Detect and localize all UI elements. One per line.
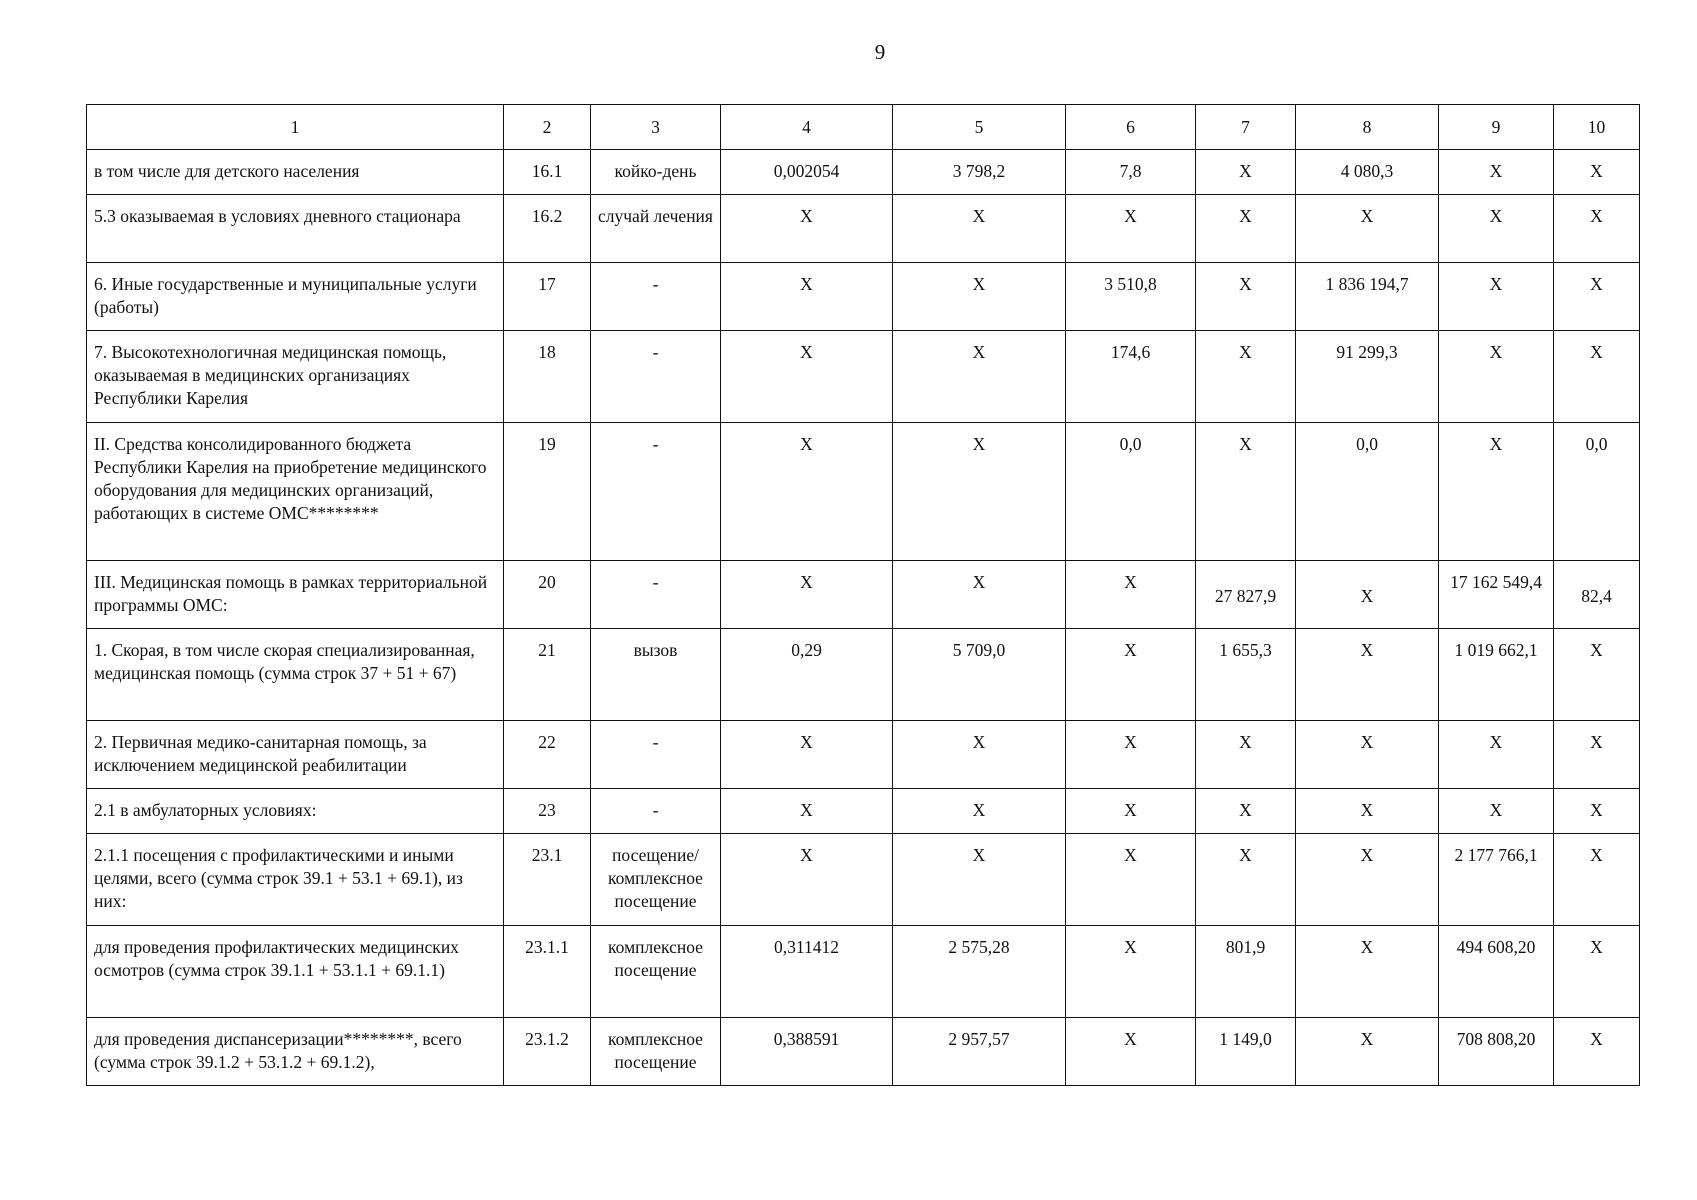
table-cell: 2 177 766,1	[1439, 834, 1554, 926]
table-row	[87, 721, 1640, 789]
table-cell: 18	[504, 331, 591, 423]
table-cell: Х	[1296, 195, 1439, 263]
table-cell: Х	[1439, 331, 1554, 423]
table-cell: комплексное посещение	[591, 1018, 721, 1086]
table-cell: 23.1	[504, 834, 591, 926]
table-cell: 16.1	[504, 150, 591, 195]
table-cell: Х	[1296, 629, 1439, 721]
table-cell: Х	[1554, 1018, 1640, 1086]
table-cell: Х	[721, 263, 893, 331]
table-cell: 1 655,3	[1196, 629, 1296, 721]
table-cell: 23.1.2	[504, 1018, 591, 1086]
table-cell: койко-день	[591, 150, 721, 195]
table-cell: Х	[1066, 789, 1196, 834]
table-cell: 17	[504, 263, 591, 331]
table-cell: Х	[1196, 263, 1296, 331]
table-cell: 2 575,28	[893, 926, 1066, 1018]
table-cell: Х	[721, 721, 893, 789]
table-cell: -	[591, 721, 721, 789]
column-header: 4	[721, 105, 893, 150]
table-cell: -	[591, 423, 721, 561]
row-label-cell: для проведения профилактических медицинских осмотров (сумма строк 39.1.1 + 53.1.1 + 69.1.1)	[87, 926, 504, 1018]
table-row	[87, 629, 1640, 721]
table-row	[87, 789, 1640, 834]
row-label-cell: в том числе для детского населения	[87, 150, 504, 195]
table-header-row	[87, 105, 1640, 150]
table-cell: Х	[1196, 423, 1296, 561]
table-cell: 801,9	[1196, 926, 1296, 1018]
table-row	[87, 150, 1640, 195]
column-header: 1	[87, 105, 504, 150]
table-cell: Х	[893, 834, 1066, 926]
table-row	[87, 834, 1640, 926]
table-cell: 1 836 194,7	[1296, 263, 1439, 331]
table-cell: Х	[1554, 195, 1640, 263]
table-cell: 3 510,8	[1066, 263, 1196, 331]
column-header: 9	[1439, 105, 1554, 150]
column-header: 2	[504, 105, 591, 150]
table-row	[87, 926, 1640, 1018]
table-cell: Х	[1066, 561, 1196, 629]
table-cell: -	[591, 331, 721, 423]
table-cell: 174,6	[1066, 331, 1196, 423]
table-cell: Х	[721, 561, 893, 629]
table-cell: случай лечения	[591, 195, 721, 263]
table-row	[87, 1018, 1640, 1086]
row-label-cell: 5.3 оказываемая в условиях дневного стационара	[87, 195, 504, 263]
table-cell: 0,0	[1296, 423, 1439, 561]
table-cell: Х	[1296, 834, 1439, 926]
table-cell: Х	[721, 423, 893, 561]
table-cell: 0,002054	[721, 150, 893, 195]
table-cell: 27 827,9	[1196, 561, 1296, 629]
table-cell: Х	[1066, 1018, 1196, 1086]
table-cell: Х	[1196, 150, 1296, 195]
row-label-cell: III. Медицинская помощь в рамках территориальной программы ОМС:	[87, 561, 504, 629]
column-header: 7	[1196, 105, 1296, 150]
table-cell: Х	[1554, 331, 1640, 423]
table-cell: Х	[721, 331, 893, 423]
table-cell: Х	[721, 789, 893, 834]
table-cell: Х	[1554, 263, 1640, 331]
table-row	[87, 195, 1640, 263]
row-label-cell: 6. Иные государственные и муниципальные услуги (работы)	[87, 263, 504, 331]
row-label-cell: 2.1.1 посещения с профилактическими и иными целями, всего (сумма строк 39.1 + 53.1 + 69.1), из них:	[87, 834, 504, 926]
table-cell: Х	[893, 331, 1066, 423]
table-cell: 0,0	[1066, 423, 1196, 561]
table-cell: Х	[893, 263, 1066, 331]
table-cell: Х	[1196, 331, 1296, 423]
table-cell: Х	[1066, 629, 1196, 721]
table-cell: Х	[1439, 150, 1554, 195]
table-cell: Х	[1196, 789, 1296, 834]
table-cell: Х	[1439, 195, 1554, 263]
table-cell: вызов	[591, 629, 721, 721]
table-cell: -	[591, 263, 721, 331]
table-cell: комплексное посещение	[591, 926, 721, 1018]
table-cell: 0,388591	[721, 1018, 893, 1086]
table-cell: Х	[893, 721, 1066, 789]
table-cell: 2 957,57	[893, 1018, 1066, 1086]
table-row	[87, 561, 1640, 629]
table-cell: Х	[1439, 721, 1554, 789]
table-cell: 708 808,20	[1439, 1018, 1554, 1086]
table-cell: Х	[893, 789, 1066, 834]
table-cell: 21	[504, 629, 591, 721]
table-cell: 22	[504, 721, 591, 789]
table-cell: Х	[1196, 721, 1296, 789]
table-cell: Х	[893, 561, 1066, 629]
table-cell: Х	[721, 834, 893, 926]
table-cell: Х	[1439, 263, 1554, 331]
column-header: 5	[893, 105, 1066, 150]
table-cell: Х	[1554, 926, 1640, 1018]
table-cell: 4 080,3	[1296, 150, 1439, 195]
table-cell: Х	[721, 195, 893, 263]
table-cell: 5 709,0	[893, 629, 1066, 721]
table-cell: Х	[1554, 150, 1640, 195]
table-cell: 1 019 662,1	[1439, 629, 1554, 721]
page-number: 9	[874, 40, 886, 64]
table-cell: Х	[1066, 926, 1196, 1018]
table-cell: Х	[1554, 721, 1640, 789]
row-label-cell: 2.1 в амбулаторных условиях:	[87, 789, 504, 834]
column-header: 8	[1296, 105, 1439, 150]
table-cell: Х	[1066, 834, 1196, 926]
table-cell: 0,311412	[721, 926, 893, 1018]
table-cell: Х	[1296, 561, 1439, 629]
table-cell: 3 798,2	[893, 150, 1066, 195]
table-cell: Х	[893, 195, 1066, 263]
table-cell: Х	[1439, 789, 1554, 834]
table-row	[87, 331, 1640, 423]
table-cell: Х	[1554, 629, 1640, 721]
table-cell: Х	[1439, 423, 1554, 561]
table-cell: Х	[1196, 834, 1296, 926]
column-header: 10	[1554, 105, 1640, 150]
table-cell: Х	[1066, 195, 1196, 263]
table-cell: 82,4	[1554, 561, 1640, 629]
column-header: 3	[591, 105, 721, 150]
table-cell: 19	[504, 423, 591, 561]
row-label-cell: 1. Скорая, в том числе скорая специализированная, медицинская помощь (сумма строк 37 + 51 + 67)	[87, 629, 504, 721]
table-cell: -	[591, 561, 721, 629]
table-cell: 0,0	[1554, 423, 1640, 561]
table-cell: Х	[893, 423, 1066, 561]
table-cell: Х	[1296, 1018, 1439, 1086]
table-cell: 20	[504, 561, 591, 629]
table-row	[87, 263, 1640, 331]
table-cell: 494 608,20	[1439, 926, 1554, 1018]
table-cell: Х	[1554, 834, 1640, 926]
table-cell: 0,29	[721, 629, 893, 721]
table-cell: 17 162 549,4	[1439, 561, 1554, 629]
table-cell: посещение/ комплексное посещение	[591, 834, 721, 926]
row-label-cell: 2. Первичная медико-санитарная помощь, за исключением медицинской реабилитации	[87, 721, 504, 789]
table-cell: -	[591, 789, 721, 834]
column-header: 6	[1066, 105, 1196, 150]
table-cell: Х	[1196, 195, 1296, 263]
data-table	[86, 104, 1640, 1086]
table-cell: Х	[1066, 721, 1196, 789]
table-cell: Х	[1296, 789, 1439, 834]
table-cell: Х	[1296, 721, 1439, 789]
row-label-cell: II. Средства консолидированного бюджета Республики Карелия на приобретение медицинского оборудования для медицинских организаций, работающих в системе ОМС********	[87, 423, 504, 561]
table-cell: 1 149,0	[1196, 1018, 1296, 1086]
table-cell: 7,8	[1066, 150, 1196, 195]
table-cell: 91 299,3	[1296, 331, 1439, 423]
table-row	[87, 423, 1640, 561]
table-cell: Х	[1296, 926, 1439, 1018]
row-label-cell: 7. Высокотехнологичная медицинская помощь, оказываемая в медицинских организациях Республики Карелия	[87, 331, 504, 423]
table-cell: 16.2	[504, 195, 591, 263]
table-cell: 23.1.1	[504, 926, 591, 1018]
table-cell: 23	[504, 789, 591, 834]
row-label-cell: для проведения диспансеризации********, всего (сумма строк 39.1.2 + 53.1.2 + 69.1.2),	[87, 1018, 504, 1086]
table-cell: Х	[1554, 789, 1640, 834]
